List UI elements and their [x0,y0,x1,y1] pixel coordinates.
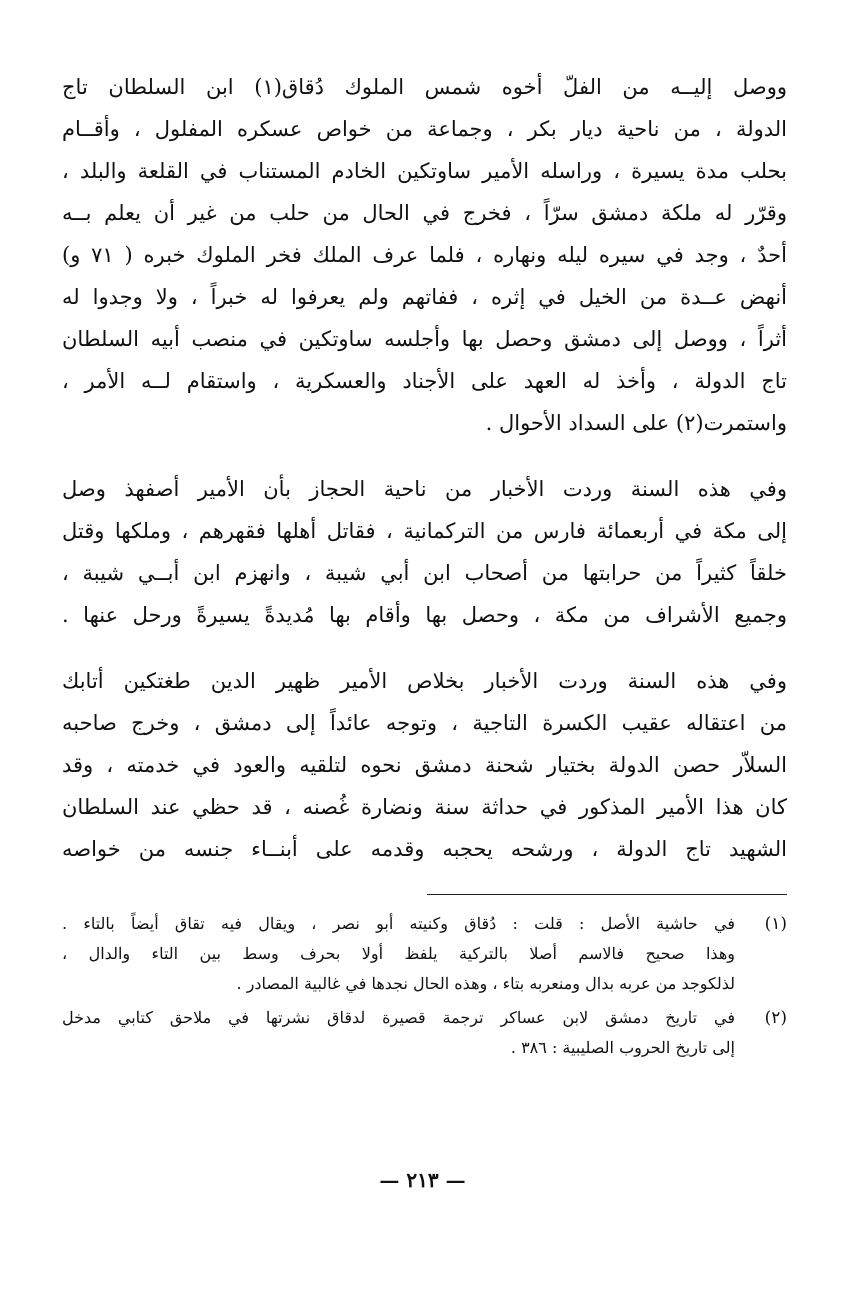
footnotes [62,909,787,1063]
footnote-number: (٢) [764,1008,787,1028]
text-line: السلاّر حصن الدولة بختيار شحنة دمشق نحوه لتلقيه والعود في خدمته ، وقد [62,753,787,777]
text-line: وفي هذه السنة وردت الأخبار بخلاص الأمير ظهير الدين طغتكين أتابك [62,669,787,693]
text-line: خلقاً كثيراً من حرابتها من أصحاب ابن أبي شيبة ، وانهزم ابن أبــي شيبة ، [62,561,787,585]
text-line: من اعتقاله عقيب الكسرة التاجية ، وتوجه عائداً إلى دمشق ، وخرج صاحبه [62,711,787,735]
footnote-line: في حاشية الأصل : قلت : دُقاق وكنيته أبو نصر ، ويقال فيه تقاق أيضاً بالتاء . [62,914,735,933]
footnote-line: في تاريخ دمشق لابن عساكر ترجمة قصيرة لدقاق نشرتها في ملاحق كتابي مدخل [62,1008,735,1027]
text-line: وفي هذه السنة وردت الأخبار من ناحية الحجاز بأن الأمير أصفهذ وصل [62,477,787,501]
footnote-body [62,1003,735,1063]
footnote-1 [62,909,787,999]
text-line: ووصل إليــه من الفلّ أخوه شمس الملوك دُقاق(١) ابن السلطان تاج [62,75,787,99]
text-line: أحدٌ ، وجد في سيره ليله ونهاره ، فلما عرف الملك فخر الملوك خبره ( ٧١ و) [62,243,787,267]
page-number: — ٢١٣ — [379,1168,466,1192]
book-page [62,66,787,1266]
text-line: الشهيد تاج الدولة ، ورشحه يحجبه وقدمه على أبنــاء جنسه من خواصه [62,837,787,861]
text-line: الدولة ، من ناحية ديار بكر ، وجماعة من خواص عسكره المفلول ، وأقــام [62,117,787,141]
footnote-2 [62,1003,787,1063]
paragraph-2 [62,468,787,636]
text-line: وقرّر له ملكة دمشق سرّاً ، فخرج في الحال من حلب من غير أن يعلم بــه [62,201,787,225]
text-line: كان هذا الأمير المذكور في حداثة سنة ونضارة غُصنه ، قد حظي عند السلطان [62,795,787,819]
footnote-line: وهذا صحيح فالاسم أصلا بالتركية يلفظ أولا بحرف وسط بين التاء والدال ، [62,944,735,963]
text-line: إلى مكة في أربعمائة فارس من التركمانية ، فقاتل أهلها فقهرهم ، وملكها وقتل [62,519,787,543]
paragraph-1 [62,66,787,444]
text-line: واستمرت(٢) على السداد الأحوال . [485,411,787,435]
footnote-number: (١) [764,914,787,934]
text-line: أنهض عــدة من الخيل في إثره ، ففاتهم ولم يعرفوا له خبراً ، ولا وجدوا له [62,285,787,309]
text-line: وجميع الأشراف من مكة ، وحصل بها وأقام بها مُديدةً يسيرةً ورحل عنها . [62,603,787,627]
footnote-line: إلى تاريخ الحروب الصليبية : ٣٨٦ . [510,1038,735,1057]
text-line: تاج الدولة ، وأخذ له العهد على الأجناد والعسكرية ، واستقام لــه الأمر ، [62,369,787,393]
text-line: أثراً ، ووصل إلى دمشق وحصل بها وأجلسه ساوتكين في منصب أبيه السلطان [62,327,787,351]
footnote-separator [427,894,787,895]
footnote-body [62,909,735,999]
paragraph-3 [62,660,787,870]
footnote-line: لذلكوجد من عربه بدال ومنعربه بتاء ، وهذه الحال نجدها في غالبية المصادر . [236,974,735,993]
text-line: بحلب مدة يسيرة ، وراسله الأمير ساوتكين الخادم المستناب في القلعة والبلد ، [62,159,787,183]
